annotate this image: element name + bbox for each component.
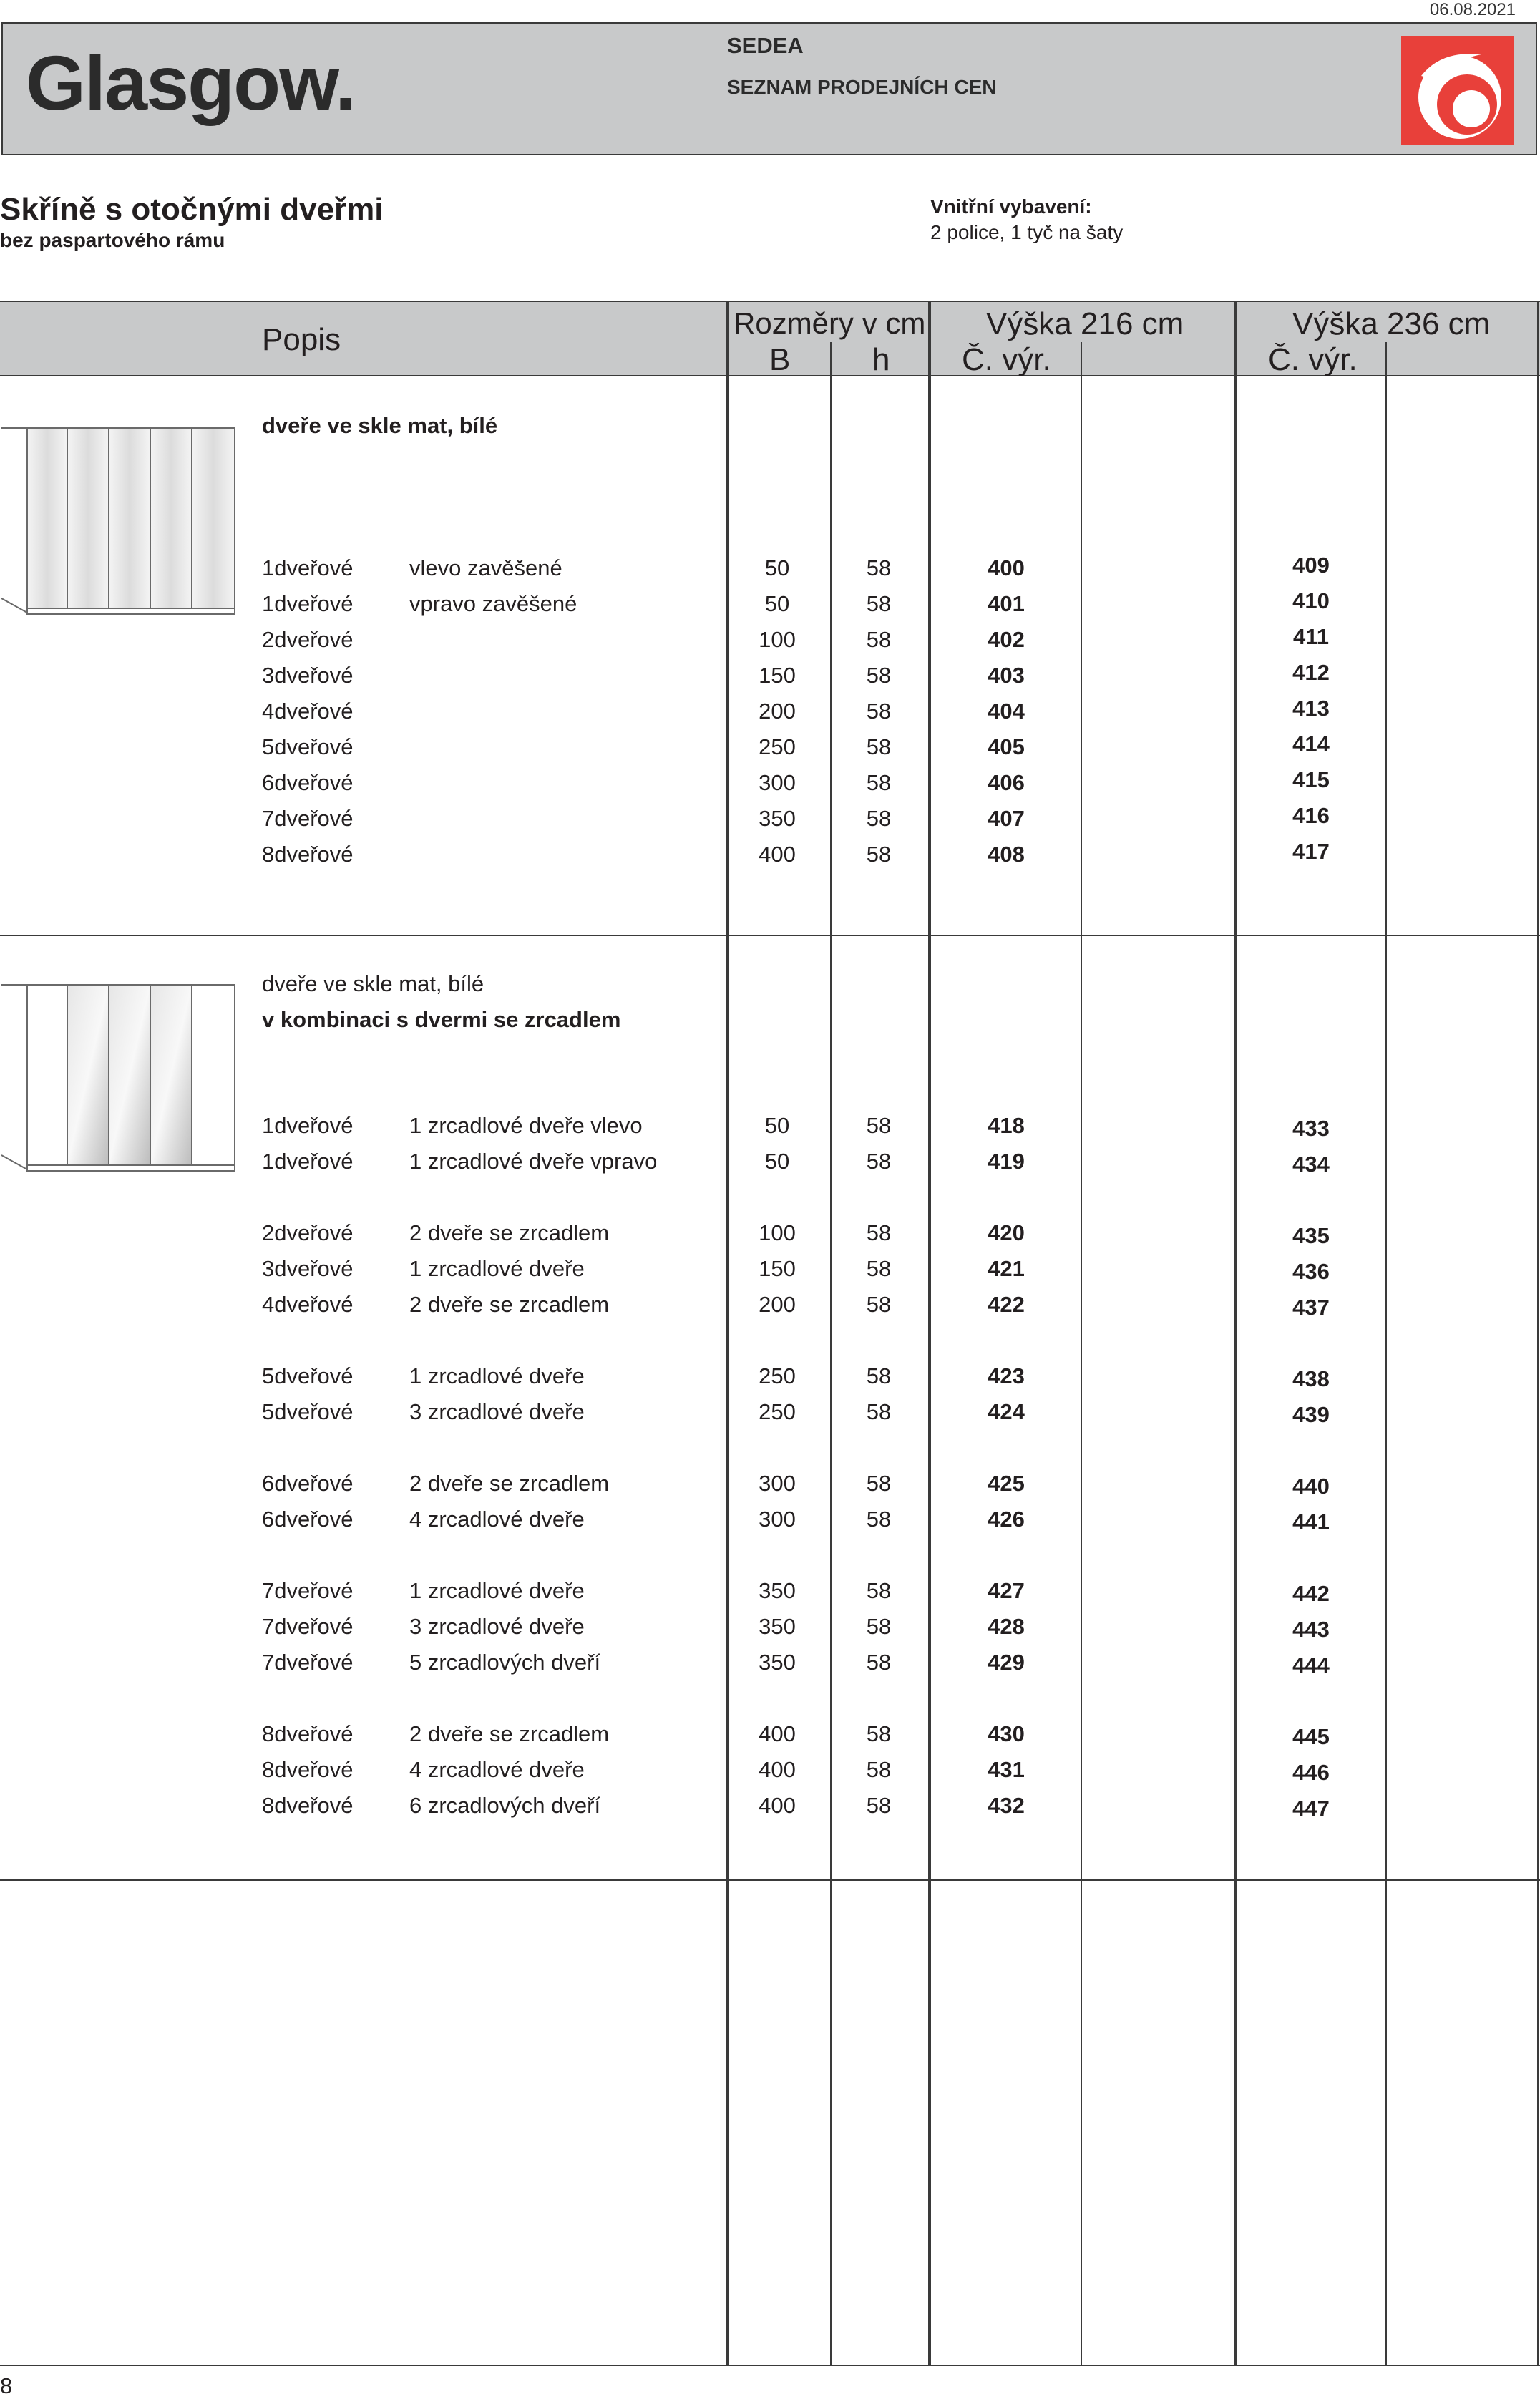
row-type: 1dveřové: [262, 1149, 354, 1174]
row-article-236: 416: [1292, 803, 1330, 828]
row-article-236: 409: [1292, 553, 1330, 578]
row-article-216: 405: [988, 734, 1025, 759]
row-depth-h: 58: [866, 1578, 892, 1603]
column-line-216-mid: [1081, 342, 1082, 2366]
row-description: 3 zrcadlové dveře: [409, 1399, 585, 1424]
row-depth-h: 58: [866, 1292, 892, 1317]
row-width-b: 250: [759, 1399, 796, 1424]
row-article-236: 446: [1292, 1760, 1330, 1785]
row-width-b: 200: [759, 1292, 796, 1317]
equipment-label: Vnitřní vybavení:: [930, 195, 1092, 218]
row-article-216: 430: [988, 1721, 1025, 1746]
table-bottom-line: [0, 2365, 1540, 2366]
row-article-236: 444: [1292, 1653, 1330, 1678]
row-description: 2 dveře se zrcadlem: [409, 1292, 610, 1317]
row-depth-h: 58: [866, 1471, 892, 1496]
row-article-236: 438: [1292, 1366, 1330, 1391]
price-list-name: SEZNAM PRODEJNÍCH CEN: [727, 76, 997, 98]
row-description: 4 zrcadlové dveře: [409, 1757, 585, 1782]
row-width-b: 100: [759, 1220, 796, 1245]
header-vyska-216: Výška 216 cm: [986, 306, 1184, 341]
row-article-216: 422: [988, 1292, 1025, 1317]
row-description: vpravo zavěšené: [409, 591, 578, 616]
row-depth-h: 58: [866, 1614, 892, 1639]
row-description: 2 dveře se zrcadlem: [409, 1471, 610, 1496]
row-article-236: 411: [1292, 624, 1329, 649]
row-depth-h: 58: [866, 1793, 892, 1818]
column-line-b-left: [726, 301, 729, 2366]
row-article-236: 434: [1292, 1152, 1330, 1177]
row-width-b: 400: [759, 1757, 796, 1782]
row-width-b: 300: [759, 770, 796, 795]
column-line-right: [1537, 301, 1539, 2366]
row-article-216: 401: [988, 591, 1025, 616]
row-type: 4dveřové: [262, 1292, 354, 1317]
section2-title-line1: dveře ve skle mat, bílé: [262, 971, 484, 996]
row-description: 5 zrcadlových dveří: [409, 1650, 601, 1675]
row-article-216: 421: [988, 1256, 1025, 1281]
product-title: Skříně s otočnými dveřmi: [0, 192, 384, 227]
row-article-216: 425: [988, 1471, 1025, 1496]
row-depth-h: 58: [866, 1399, 892, 1424]
row-article-236: 445: [1292, 1724, 1330, 1749]
row-width-b: 350: [759, 1578, 796, 1603]
row-article-216: 424: [988, 1399, 1025, 1424]
row-width-b: 100: [759, 627, 796, 652]
row-article-216: 418: [988, 1113, 1025, 1138]
column-line-b-h: [830, 342, 832, 2366]
row-width-b: 50: [764, 1113, 790, 1138]
header-cvyr-216: Č. výr.: [962, 342, 1051, 377]
row-article-236: 412: [1292, 660, 1330, 685]
row-article-236: 447: [1292, 1796, 1330, 1821]
row-article-236: 441: [1292, 1509, 1330, 1534]
row-width-b: 350: [759, 1614, 796, 1639]
row-depth-h: 58: [866, 1220, 892, 1245]
row-width-b: 250: [759, 1363, 796, 1388]
row-depth-h: 58: [866, 806, 892, 831]
row-type: 8dveřové: [262, 1721, 354, 1746]
header-vyska-236: Výška 236 cm: [1292, 306, 1491, 341]
row-article-216: 400: [988, 555, 1025, 580]
row-article-236: 413: [1292, 696, 1330, 721]
row-depth-h: 58: [866, 842, 892, 867]
row-article-236: 436: [1292, 1259, 1330, 1284]
row-description: 4 zrcadlové dveře: [409, 1507, 585, 1532]
row-width-b: 150: [759, 663, 796, 688]
row-type: 8dveřové: [262, 1757, 354, 1782]
row-depth-h: 58: [866, 699, 892, 724]
row-article-236: 435: [1292, 1223, 1330, 1248]
row-article-216: 431: [988, 1757, 1025, 1782]
row-article-236: 417: [1292, 839, 1330, 864]
row-description: vlevo zavěšené: [409, 555, 562, 580]
row-type: 2dveřové: [262, 627, 354, 652]
row-description: 3 zrcadlové dveře: [409, 1614, 585, 1639]
row-article-236: 410: [1292, 588, 1330, 613]
row-article-236: 443: [1292, 1617, 1330, 1642]
row-description: 2 dveře se zrcadlem: [409, 1220, 610, 1245]
row-article-236: 442: [1292, 1581, 1330, 1606]
row-description: 1 zrcadlové dveře vpravo: [409, 1149, 658, 1174]
row-depth-h: 58: [866, 1149, 892, 1174]
row-depth-h: 58: [866, 591, 892, 616]
row-article-216: 429: [988, 1650, 1025, 1675]
header-rozmery: Rozměry v cm: [734, 306, 926, 340]
column-line-216-left: [928, 301, 931, 2366]
row-type: 6dveřové: [262, 1507, 354, 1532]
row-article-236: 437: [1292, 1295, 1330, 1320]
header-cvyr-236: Č. výr.: [1268, 342, 1358, 377]
product-subtitle: bez paspartového rámu: [0, 229, 225, 251]
row-type: 1dveřové: [262, 1113, 354, 1138]
row-article-216: 402: [988, 627, 1025, 652]
section-divider-1: [0, 935, 1540, 936]
row-article-216: 404: [988, 699, 1025, 724]
row-width-b: 50: [764, 1149, 790, 1174]
row-width-b: 50: [764, 591, 790, 616]
row-depth-h: 58: [866, 1113, 892, 1138]
wardrobe-mirror-combination-icon: [0, 982, 239, 1175]
row-width-b: 250: [759, 734, 796, 759]
row-type: 5dveřové: [262, 734, 354, 759]
row-type: 3dveřové: [262, 1256, 354, 1281]
row-article-216: 419: [988, 1149, 1025, 1174]
row-type: 7dveřové: [262, 1650, 354, 1675]
row-depth-h: 58: [866, 1721, 892, 1746]
row-width-b: 150: [759, 1256, 796, 1281]
row-description: 1 zrcadlové dveře vlevo: [409, 1113, 643, 1138]
company-name: SEDEA: [727, 33, 804, 58]
row-width-b: 300: [759, 1507, 796, 1532]
row-depth-h: 58: [866, 734, 892, 759]
row-type: 6dveřové: [262, 770, 354, 795]
row-type: 5dveřové: [262, 1363, 354, 1388]
row-depth-h: 58: [866, 1363, 892, 1388]
row-width-b: 300: [759, 1471, 796, 1496]
row-article-216: 407: [988, 806, 1025, 831]
row-width-b: 350: [759, 806, 796, 831]
row-type: 8dveřové: [262, 1793, 354, 1818]
row-article-216: 423: [988, 1363, 1025, 1388]
column-line-236-mid: [1385, 342, 1387, 2366]
header-b: B: [769, 342, 791, 377]
row-description: 1 zrcadlové dveře: [409, 1578, 585, 1603]
row-type: 5dveřové: [262, 1399, 354, 1424]
row-width-b: 400: [759, 1721, 796, 1746]
row-type: 7dveřové: [262, 806, 354, 831]
row-article-236: 433: [1292, 1116, 1330, 1141]
section2-title-line2: v kombinaci s dvermi se zrcadlem: [262, 1007, 621, 1032]
row-type: 3dveřové: [262, 663, 354, 688]
row-article-216: 428: [988, 1614, 1025, 1639]
row-depth-h: 58: [866, 1256, 892, 1281]
document-date: 06.08.2021: [1429, 0, 1516, 19]
row-type: 1dveřové: [262, 555, 354, 580]
row-depth-h: 58: [866, 1507, 892, 1532]
row-article-216: 426: [988, 1507, 1025, 1532]
row-article-216: 408: [988, 842, 1025, 867]
row-width-b: 400: [759, 1793, 796, 1818]
row-depth-h: 58: [866, 1650, 892, 1675]
wardrobe-frosted-glass-icon: [0, 425, 239, 618]
row-type: 1dveřové: [262, 591, 354, 616]
row-type: 8dveřové: [262, 842, 354, 867]
row-type: 6dveřové: [262, 1471, 354, 1496]
page-number: 8: [0, 2373, 13, 2398]
equipment-value: 2 police, 1 tyč na šaty: [930, 221, 1124, 243]
company-logo-icon: [1401, 36, 1514, 145]
row-description: 1 zrcadlové dveře: [409, 1363, 585, 1388]
row-width-b: 350: [759, 1650, 796, 1675]
row-depth-h: 58: [866, 1757, 892, 1782]
row-depth-h: 58: [866, 663, 892, 688]
header-popis: Popis: [262, 322, 341, 357]
header-h: h: [872, 342, 890, 377]
row-width-b: 50: [764, 555, 790, 580]
row-width-b: 200: [759, 699, 796, 724]
row-article-216: 403: [988, 663, 1025, 688]
row-article-216: 427: [988, 1578, 1025, 1603]
row-article-236: 415: [1292, 767, 1330, 792]
row-description: 6 zrcadlových dveří: [409, 1793, 601, 1818]
section1-title: dveře ve skle mat, bílé: [262, 413, 498, 438]
row-article-216: 420: [988, 1220, 1025, 1245]
row-description: 1 zrcadlové dveře: [409, 1256, 585, 1281]
row-article-236: 440: [1292, 1474, 1330, 1499]
row-depth-h: 58: [866, 770, 892, 795]
row-article-216: 406: [988, 770, 1025, 795]
section-divider-2: [0, 1879, 1540, 1881]
column-line-236-left: [1234, 301, 1237, 2366]
row-depth-h: 58: [866, 555, 892, 580]
row-article-216: 432: [988, 1793, 1025, 1818]
row-type: 7dveřové: [262, 1578, 354, 1603]
brand-title: Glasgow.: [26, 39, 356, 126]
row-type: 4dveřové: [262, 699, 354, 724]
row-article-236: 414: [1292, 731, 1330, 756]
row-depth-h: 58: [866, 627, 892, 652]
row-width-b: 400: [759, 842, 796, 867]
row-article-236: 439: [1292, 1402, 1330, 1427]
row-description: 2 dveře se zrcadlem: [409, 1721, 610, 1746]
row-type: 2dveřové: [262, 1220, 354, 1245]
row-type: 7dveřové: [262, 1614, 354, 1639]
